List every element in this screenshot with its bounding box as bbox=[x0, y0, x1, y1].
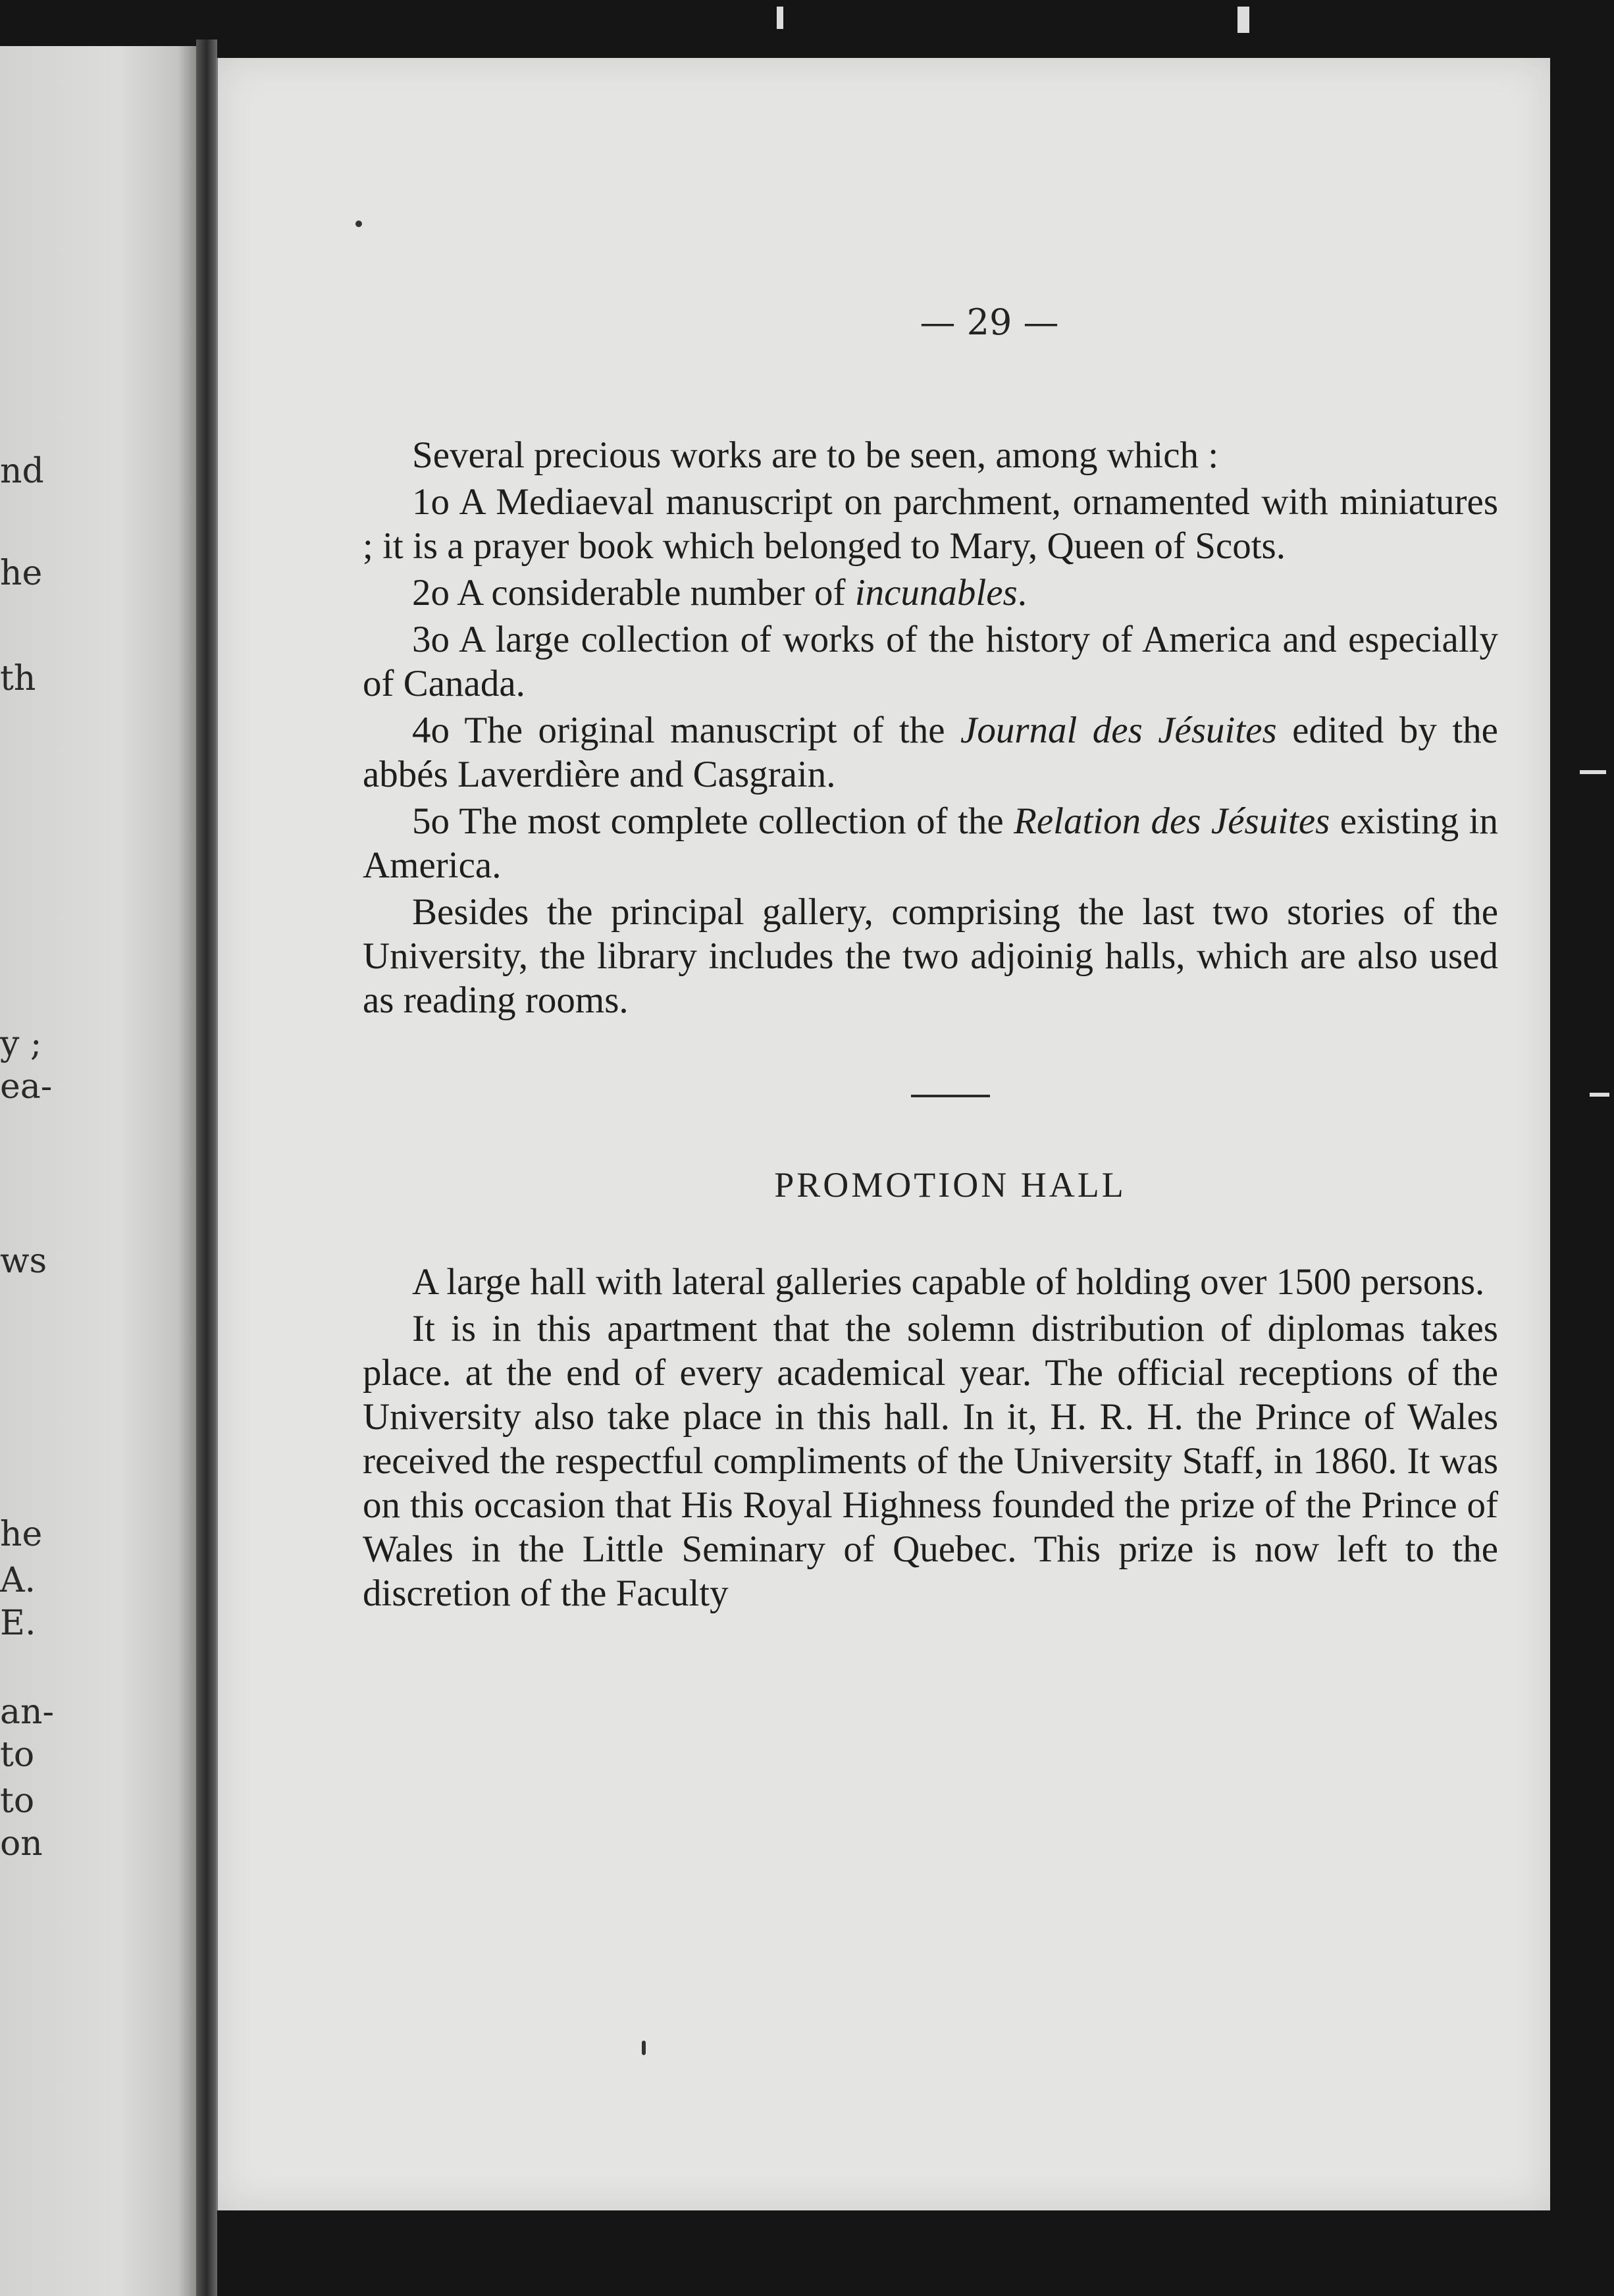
book-gutter bbox=[196, 39, 217, 2296]
library-paragraph: Besides the principal gallery, comprising the last two stories of the University, the library includes the two adjoinig halls, which are also used as reading rooms. bbox=[363, 891, 1498, 1021]
scan-edge-mark bbox=[1590, 1093, 1609, 1097]
section-divider bbox=[911, 1095, 990, 1097]
intro-paragraph: Several precious works are to be seen, among which : bbox=[412, 434, 1219, 476]
left-facing-page bbox=[0, 46, 197, 2296]
left-page-fragment: th bbox=[0, 659, 36, 698]
list-item-1: 1o A Mediaeval manuscript on parchment, ornamented with miniatures ; it is a prayer book which belonged to Mary, Queen of Scots. bbox=[363, 481, 1498, 567]
hall-paragraph-1: A large hall with lateral galleries capable of holding over 1500 persons. bbox=[412, 1261, 1485, 1303]
section-title: PROMOTION HALL bbox=[774, 1165, 1126, 1205]
left-page-fragment: ws bbox=[0, 1241, 47, 1281]
left-page-fragment: to bbox=[0, 1735, 35, 1775]
scan-speck bbox=[355, 221, 362, 227]
scan-edge-mark bbox=[1580, 770, 1606, 774]
left-page-fragment: an- bbox=[0, 1692, 55, 1732]
left-page-fragment: he bbox=[0, 1515, 43, 1554]
left-page-fragment: y ; bbox=[0, 1024, 42, 1064]
left-page-fragment: E. bbox=[0, 1604, 36, 1643]
scan-speck bbox=[642, 2041, 646, 2055]
hall-paragraph-2: It is in this apartment that the solemn distribution of diplomas takes place. at the end of every academical year. The official receptions of the University also take place in this hall. In it, H. R. H. the Prince of Wales received the respectful compliments of the University Staff, in 1860. It was on this occasion that His Royal Highness founded the prize of the Prince of Wales in the Little Seminary of Quebec. This prize is now left to the discretion of the Faculty bbox=[363, 1308, 1498, 1614]
left-page-fragment: he bbox=[0, 554, 43, 593]
list-item-2: 2o A considerable number of incunables. bbox=[412, 572, 1027, 613]
left-page-fragment: on bbox=[0, 1824, 43, 1864]
list-item-5: 5o The most complete collection of the Relation des Jésuites existing in America. bbox=[363, 800, 1499, 886]
page-number: — 29 — bbox=[920, 301, 1059, 343]
scan-edge-mark bbox=[777, 7, 783, 29]
list-item-4: 4o The original manuscript of the Journal des Jésuites edited by the abbés Laverdière and Casgrain. bbox=[363, 710, 1498, 795]
list-item-3: 3o A large collection of works of the history of America and especially of Canada. bbox=[363, 619, 1498, 704]
left-page-fragment: ea- bbox=[0, 1067, 53, 1107]
left-page-fragment: A. bbox=[0, 1561, 36, 1600]
scan-edge-mark bbox=[1237, 7, 1249, 33]
left-page-fragment: nd bbox=[0, 452, 44, 491]
page-body bbox=[363, 433, 1498, 1618]
left-page-fragment: to bbox=[0, 1781, 35, 1821]
right-page bbox=[216, 58, 1550, 2210]
